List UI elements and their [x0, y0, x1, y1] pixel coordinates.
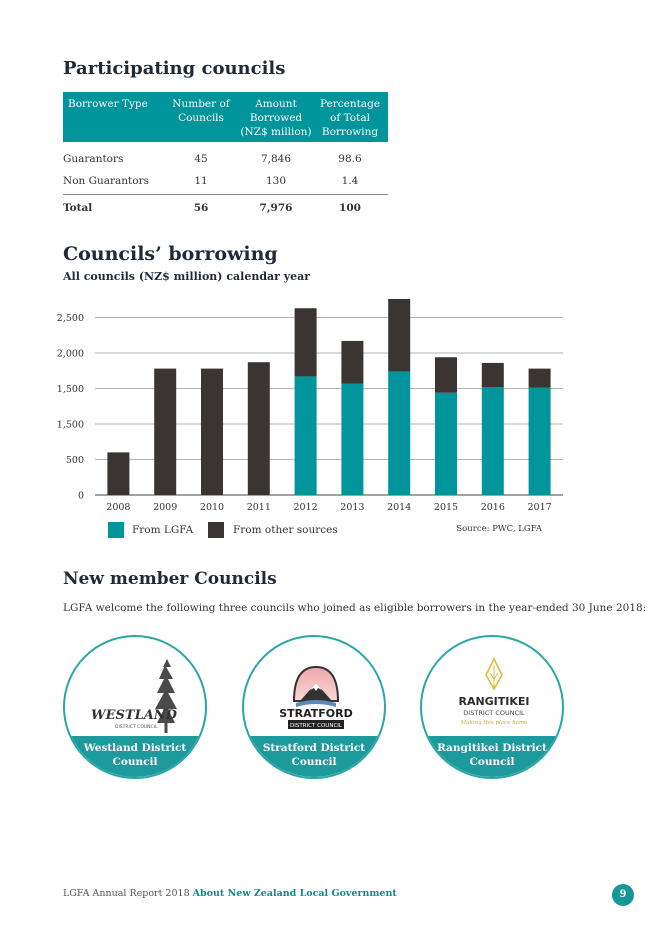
header-borrower-type: Borrower Type: [68, 98, 148, 110]
stratford-logo-icon: [266, 657, 366, 737]
header-percentage: Percentage of Total Borrowing: [319, 98, 381, 138]
header-amount-borrowed: Amount Borrowed (NZ$ million): [240, 98, 312, 138]
svg-text:RANGITIKEI: RANGITIKEI: [458, 695, 530, 708]
bar-from-lgfa: [295, 376, 317, 495]
x-tick-label: 2009: [153, 502, 178, 513]
row-amount: 7,846: [260, 153, 292, 165]
svg-text:Making this place home: Making this place home: [460, 720, 528, 726]
legend-swatch-lgfa: [108, 522, 124, 538]
svg-text:DISTRICT COUNCIL: DISTRICT COUNCIL: [115, 725, 158, 730]
council-name: Westland District Council: [83, 742, 187, 768]
bar-from-other-sources: [201, 369, 223, 495]
total-amount: 7,976: [259, 202, 293, 214]
row-amount: 130: [265, 175, 287, 187]
y-tick-label: 500: [65, 454, 84, 466]
page-number: 9: [612, 884, 634, 906]
bar-from-other-sources: [529, 369, 551, 388]
legend-label-lgfa: From LGFA: [132, 524, 194, 536]
x-tick-label: 2017: [527, 502, 552, 513]
x-tick-label: 2010: [199, 502, 225, 513]
legend-label-other: From other sources: [233, 524, 338, 536]
svg-text:WESTLAND: WESTLAND: [91, 708, 177, 723]
total-type: Total: [63, 202, 93, 214]
bar-from-lgfa: [435, 393, 457, 495]
x-tick-label: 2014: [387, 502, 412, 513]
westland-logo-icon: [87, 657, 187, 737]
council-name: Rangitikei District Council: [437, 742, 547, 768]
x-tick-label: 2015: [433, 502, 459, 513]
bar-from-lgfa: [341, 384, 363, 495]
bar-from-lgfa: [388, 371, 410, 495]
x-tick-label: 2016: [480, 502, 505, 513]
row-number: 11: [194, 175, 208, 187]
rangitikei-logo-icon: [444, 657, 544, 737]
x-tick-label: 2008: [106, 502, 131, 513]
table-header: [63, 92, 388, 142]
chart-source: Source: PWC, LGFA: [456, 524, 542, 534]
x-tick-label: 2011: [246, 502, 271, 513]
footer: [63, 888, 397, 899]
bar-from-lgfa: [482, 387, 504, 495]
stratford-council-badge: [242, 635, 386, 779]
row-pct: 1.4: [341, 175, 359, 187]
council-name: Stratford District Council: [262, 742, 366, 768]
councils-borrowing-title: Councils’ borrowing: [63, 243, 278, 265]
chart-subtitle: All councils (NZ$ million) calendar year: [63, 270, 311, 283]
bar-from-lgfa: [529, 388, 551, 495]
footer-report: LGFA Annual Report 2018: [63, 888, 190, 899]
borrowing-chart: [0, 280, 656, 520]
new-members-intro: LGFA welcome the following three councils who joined as eligible borrowers in the year-ended 30 June 2018:: [63, 602, 647, 614]
svg-text:STRATFORD: STRATFORD: [279, 707, 353, 720]
footer-section: About New Zealand Local Government: [192, 888, 397, 899]
row-type: Non Guarantors: [63, 175, 150, 187]
bar-from-other-sources: [388, 299, 410, 371]
header-number-of-councils: Number of Councils: [172, 98, 230, 124]
y-tick-label: 1,500: [56, 419, 84, 431]
y-tick-label: 2,500: [56, 312, 84, 324]
svg-text:DISTRICT COUNCIL: DISTRICT COUNCIL: [463, 709, 525, 717]
svg-text:DISTRICT COUNCIL: DISTRICT COUNCIL: [290, 723, 342, 729]
bar-from-other-sources: [107, 452, 129, 495]
total-number: 56: [193, 202, 209, 214]
row-type: Guarantors: [63, 153, 124, 165]
x-tick-label: 2013: [340, 502, 365, 513]
bar-from-other-sources: [435, 357, 457, 393]
y-tick-label: 2,000: [56, 348, 84, 360]
westland-council-badge: [63, 635, 207, 779]
row-number: 45: [194, 153, 208, 165]
y-tick-label: 1,500: [56, 383, 84, 395]
participating-councils-title: Participating councils: [63, 58, 286, 79]
bar-from-other-sources: [341, 341, 363, 384]
table-divider: [63, 194, 388, 195]
bar-from-other-sources: [154, 369, 176, 495]
rangitikei-council-badge: [420, 635, 564, 779]
legend-swatch-other: [208, 522, 224, 538]
bar-from-other-sources: [482, 363, 504, 387]
row-pct: 98.6: [338, 153, 362, 165]
new-member-councils-title: New member Councils: [63, 569, 277, 589]
x-tick-label: 2012: [293, 502, 318, 513]
y-tick-label: 0: [77, 490, 84, 502]
bar-from-other-sources: [295, 308, 317, 376]
total-pct: 100: [339, 202, 361, 214]
bar-from-other-sources: [248, 362, 270, 495]
